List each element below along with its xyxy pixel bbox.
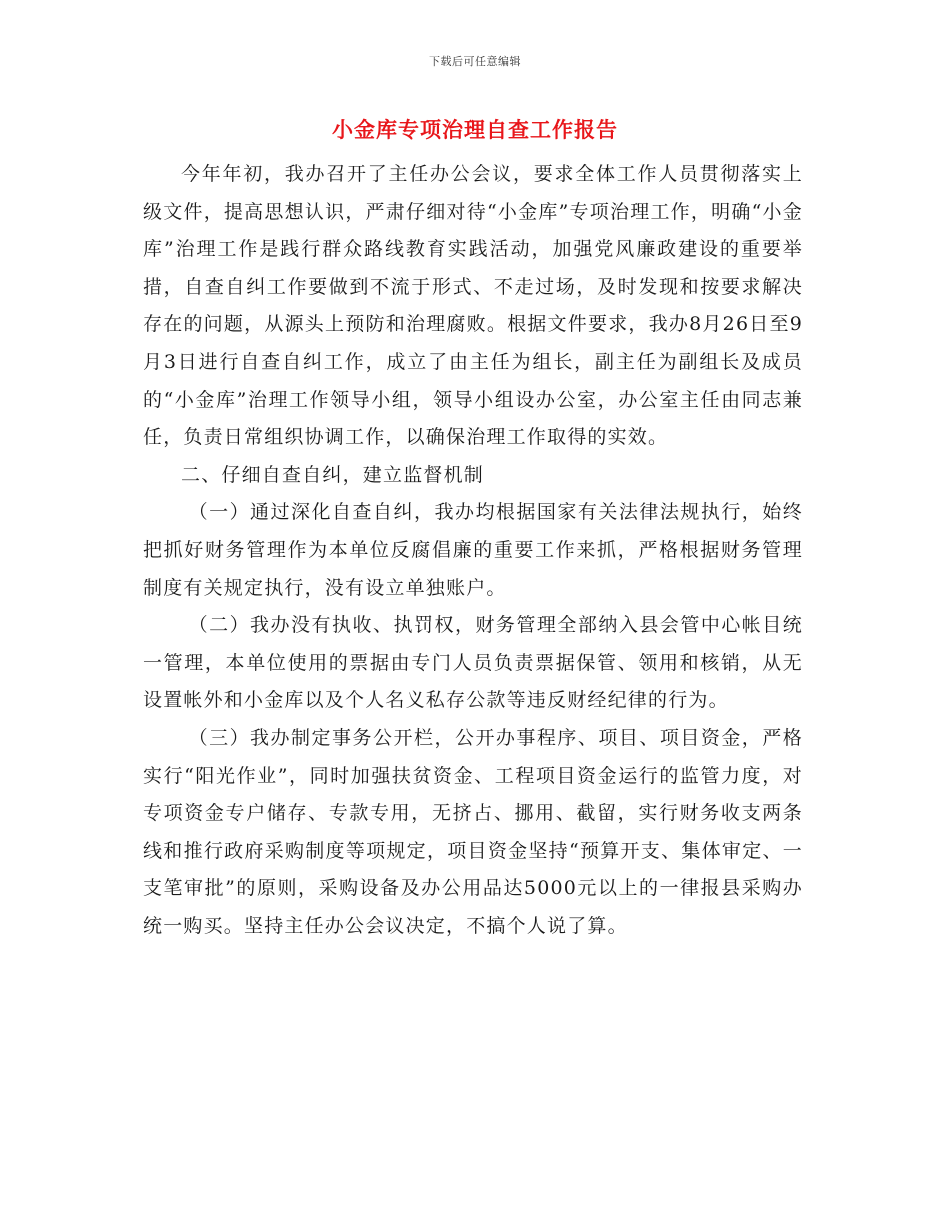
paragraph-item-2: （二）我办没有执收、执罚权，财务管理全部纳入县会管中心帐目统一管理，本单位使用的票据由专门人员负责票据保管、领用和核销，从无设置帐外和小金库以及个人名义私存公款等违反财经纪律的行为。: [143, 614, 803, 712]
paragraph-item-3: （三）我办制定事务公开栏，公开办事程序、项目、项目资金，严格实行“阳光作业”，同时加强扶贫资金、工程项目资金运行的监管力度，对专项资金专户储存、专款专用，无挤占、挪用、截留，实行财务收支两条线和推行政府采购制度等项规定，项目资金坚持“预算开支、集体审定、一支笔审批”的原则，采购设备及办公用品达5000元以上的一律报县采购办统一购买。坚持主任办公会议决定，不搞个人说了算。: [143, 726, 803, 937]
paragraph-intro: 今年年初，我办召开了主任办公会议，要求全体工作人员贯彻落实上级文件，提高思想认识，严肃仔细对待“小金库”专项治理工作，明确“小金库”治理工作是践行群众路线教育实践活动，加强党风廉政建设的重要举措，自查自纠工作要做到不流于形式、不走过场，及时发现和按要求解决存在的问题，从源头上预防和治理腐败。根据文件要求，我办8月26日至9月3日进行自查自纠工作，成立了由主任为组长，副主任为副组长及成员的“小金库”治理工作领导小组，领导小组设办公室，办公室主任由同志兼任，负责日常组织协调工作，以确保治理工作取得的实效。: [143, 163, 803, 449]
document-title: 小金库专项治理自查工作报告: [332, 117, 618, 142]
paragraph-item-1: （一）通过深化自查自纠，我办均根据国家有关法律法规执行，始终把抓好财务管理作为本单位反腐倡廉的重要工作来抓，严格根据财务管理制度有关规定执行，没有设立单独账户。: [143, 501, 803, 599]
page-header-note: 下载后可任意编辑: [429, 55, 521, 68]
section-heading-2: 二、仔细自查自纠，建立监督机制: [181, 463, 485, 486]
document-body: [143, 156, 803, 945]
